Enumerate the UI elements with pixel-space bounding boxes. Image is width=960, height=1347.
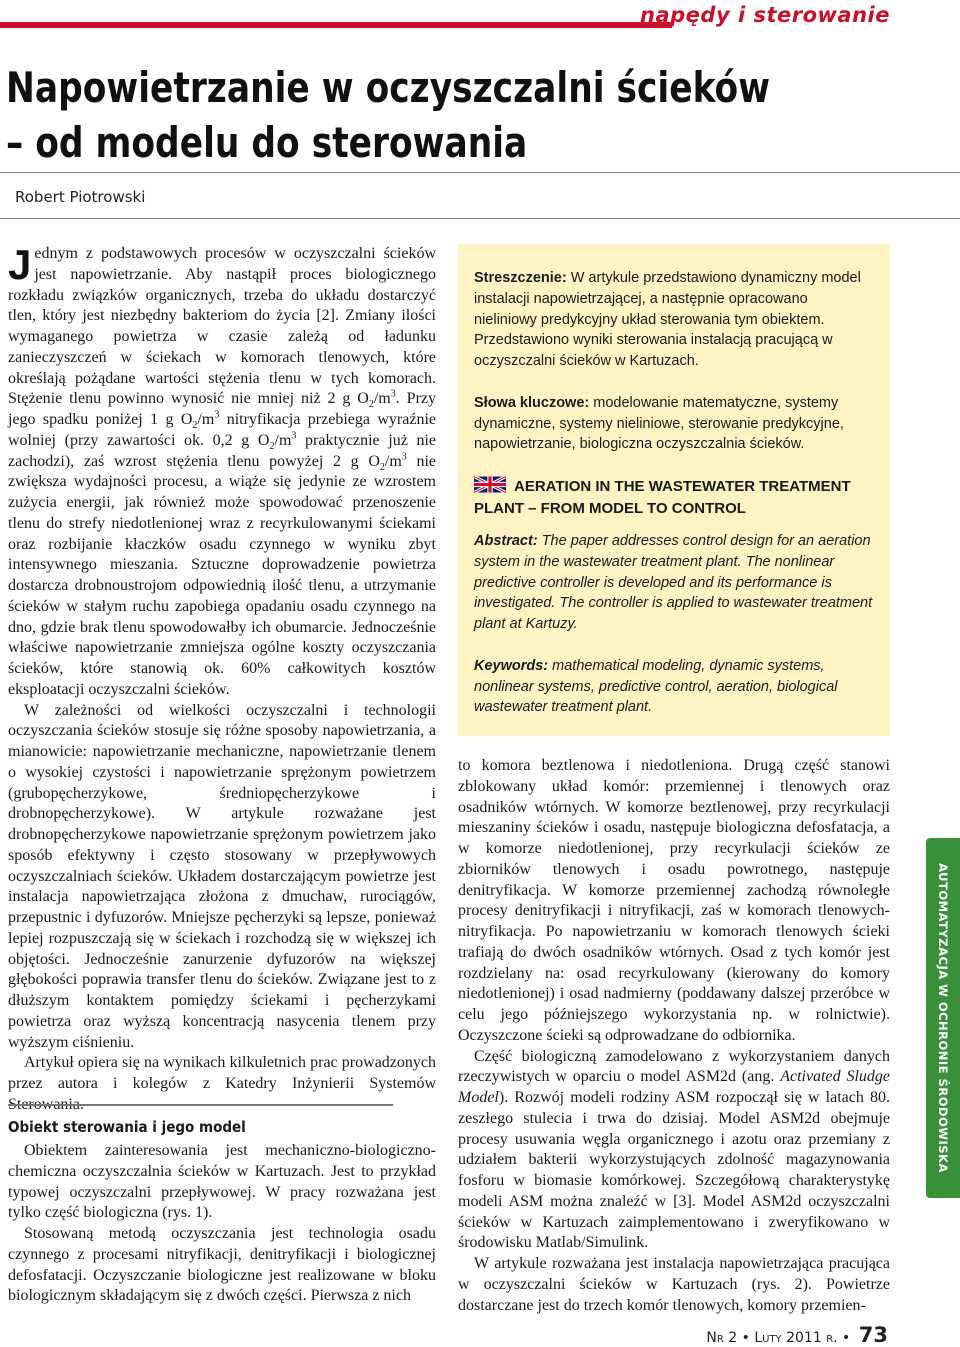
body-paragraph: W artykule rozważana jest instalacja napowietrzająca pracująca w oczyszczalni ścieków w Kartuzach (rys. 2). Powietrze dostarczane jest do trzech komór tlenowych, komory przemien- [458, 1255, 890, 1314]
issue-date: Luty 2011 r. [754, 1330, 838, 1346]
title-divider [0, 172, 960, 173]
keywords-pl: Słowa kluczowe: modelowanie matematyczne, systemy dynamiczne, systemy nieliniowe, sterowanie predykcyjne, napowietrzanie, biologiczna oczyszczalnia ścieków. [474, 394, 844, 453]
footer-bullet: • [842, 1330, 851, 1346]
english-title: AERATION IN THE WASTEWATER TREATMENT PLANT – FROM MODEL TO CONTROL [474, 478, 851, 517]
section-heading: Obiekt sterowania i jego model [8, 1104, 393, 1136]
keywords-en: Keywords: mathematical modeling, dynamic systems, nonlinear systems, predictive control, aeration, biological wastewater treatment plant. [474, 657, 838, 716]
footer-bullet: • [741, 1330, 750, 1346]
author-divider [0, 218, 960, 219]
side-tab-label: AUTOMATYZACJA W OCHRONIE ŚRODOWISKA [936, 863, 950, 1173]
uk-flag-icon [474, 476, 506, 499]
author-name: Robert Piotrowski [15, 188, 146, 206]
section-label: napędy i sterowanie [640, 3, 890, 27]
body-paragraph: Jednym z podstawowych procesów w oczyszczalni ścieków jest napowietrzanie. Aby nastąpił proces biologicznego rozkładu związków organicznych, trzeba do układu dostarczyć tlen, który jest niezbędny bakteriom do życia [2]. Zmiany ilości wymaganego powietrza w czasie zależą od ładunku zanieczyszczeń w ściekach w komorach tlenowych, które określają pożądane wartości stężenia tlenu w tych komorach. Stężenie tlenu powinno wynosić nie mniej niż 2 g $O_2/m^3$. Przy jego spadku poniżej 1 g $O_2/m^3$ nitryfikacja przebiega wyraźnie wolniej (przy zawartości ok. 0,2 g $O_2/m^3$ praktycznie już nie zachodzi), zaś wzrost stężenia tlenu powyżej 2 g $O_2/m^3$ nie zwiększa wydajności procesu, a wiąże się jedynie ze wzrostem zużycia energii, jak również może spowodować przenoszenie tlenu do strefy niedotlenionej wraz z recyrkulowanymi ściekami oraz rozbijanie kłaczków osadu czynnego w wyniku zbyt intensywnego mieszania. Sztuczne doprowadzenie powietrza dostarcza drobnoustrojom odpowiednią ilość tlenu, a utrzymanie ścieków w stałym ruchu zapobiega opadaniu osadu czynnego na dno, gdzie brak tlenu spowodowałby ich obumarcie. Jednocześnie właściwe napowietrzanie zmniejsza ogólne koszty oczyszczania ścieków, które stanowią ok. 60% całkowitych kosztów eksploatacji oczyszczalni ścieków. [8, 241, 437, 698]
abstract-pl: Streszczenie: W artykule przedstawiono dynamiczny model instalacji napowietrzającej, a następnie opracowano nieliniowy predykcyjny układ sterowania tym obiektem. Przedstawiono wyniki sterowania instalacją pracującą w oczyszczalni ścieków w Kartuzach. [474, 270, 861, 369]
body-column-left-lower [8, 1141, 436, 1307]
page-number: 73 [858, 1323, 888, 1347]
title-line-2: – od modelu do sterowania [6, 118, 528, 167]
body-paragraph: to komora beztlenowa i niedotleniona. Drugą część stanowi zblokowany układ komór: przemiennej i tlenowych oraz osadników wtórnych. W komorze beztlenowej, przy recyrkulacji mieszaniny ścieków i osadu, następuje biologiczna defosfatacja, a w komorze niedotlenionej, przy recyrkulacji ścieków ze zbiorników tlenowych i osadu powrotnego, następuje denitryfikacja. W komorze przemiennej zachodzą równoległe procesy denitryfikacji i nitryfikacji, zaś w komorach tlenowych-nitryfikacja. Po napowietrzaniu w komorach tlenowych ścieki trafiają do dwóch osadników wtórnych. Osad z tych komór jest rozdzielany na: osad recyrkulowany (kierowany do komory niedotlenionej) i osad nadmierny (poddawany dalszej przeróbce w celu jego późniejszego wykorzystania np. w rolnictwie). Oczyszczone ścieki są odprowadzane do odbiornika. [458, 757, 890, 1044]
section-side-tab [926, 838, 960, 1198]
keywords-en-label: Keywords: [474, 657, 549, 674]
abstract-en-label: Abstract: [474, 533, 538, 549]
abstract-box [458, 244, 890, 736]
header-rule [0, 22, 672, 28]
body-paragraph: Obiektem zainteresowania jest mechaniczno-biologiczno-chemiczna oczyszczalnia ścieków w Kartuzach. Jest to przykład typowej oczyszczalni przepływowej. W pracy rozważana jest tylko część biologiczna (rys. 1). [8, 1142, 436, 1222]
body-paragraph: Artykuł opiera się na wynikach kilkuletnich prac prowadzonych przez autora i kolegów z Katedry Inżynierii Systemów Sterowania. [8, 1054, 436, 1113]
body-column-left [8, 241, 437, 1116]
abstract-en: Abstract: The paper addresses control design for an aeration system in the wastewater treatment plant. The nonlinear predictive controller is developed and its performance is investigated. The controller is applied to wastewater treatment plant at Kartuzy. [474, 533, 873, 632]
page-footer [706, 1323, 888, 1347]
issue-number: Nr 2 [706, 1330, 738, 1346]
body-paragraph: Stosowaną metodą oczyszczania jest technologia osadu czynnego z procesami nitryfikacji, denitryfikacji i biologicznej defosfatacji. Oczyszczanie biologiczne jest realizowane w bloku biologicznym składającym się z dwóch części. Pierwsza z nich [8, 1225, 436, 1305]
title-line-1: Napowietrzanie w oczyszczalni ścieków [6, 63, 771, 112]
article-title [6, 60, 771, 170]
abstract-pl-label: Streszczenie: [474, 270, 567, 286]
keywords-pl-label: Słowa kluczowe: [474, 394, 590, 411]
body-paragraph: W zależności od wielkości oczyszczalni i technologii oczyszczania ścieków stosuje się różne sposoby napowietrzania, a mianowicie: napowietrzanie mechaniczne, napowietrzanie tlenem o wysokiej czystości i napowietrzanie sprężonym powietrzem (grubopęcherzykowe, średniopęcherzykowe i drobnopęcherzykowe). W artykule rozważane jest drobnopęcherzykowe napowietrzanie sprężonym powietrzem jako sposób efektywny i często stosowany w przepływowych oczyszczalniach ścieków. Układem dostarczającym powietrze jest instalacja napowietrzająca złożona z dmuchaw, rurociągów, przepustnic i dyfuzorów. Mniejsze pęcherzyki są lepsze, ponieważ lepiej rozpuszczają się w ściekach i rozchodzą się w większej ich objętości. Jednocześnie zanurzenie dyfuzorów na większej głębokości poprawia transfer tlenu do ścieków. Związane jest to z dłuższym kontaktem pomiędzy ściekami i pęcherzykami powietrza oraz wyższą koncentracją nasycenia tlenem przy wyższym ciśnieniu. [8, 701, 436, 1051]
body-column-right [458, 756, 890, 1316]
drop-cap: J [8, 241, 32, 288]
body-paragraph: Część biologiczną zamodelowano z wykorzystaniem danych rzeczywistych w oparciu o model ASM2d (ang. Activated Sludge Model). Rozwój modeli rodziny ASM rozpoczął się w latach 80. zeszłego stulecia i trwa do dzisiaj. Model ASM2d obejmuje procesy usuwania węgla organicznego i azotu oraz przemiany z udziałem bakterii wykorzystujących zdolność magazynowania fosforu w biomasie komórkowej. Szczegółową charakterystykę modeli ASM można znaleźć w [3]. Model ASM2d oczyszczalni ścieków w Kartuzach zaimplementowano i zweryfikowano w środowisku Matlab/Simulink. [458, 1047, 890, 1252]
